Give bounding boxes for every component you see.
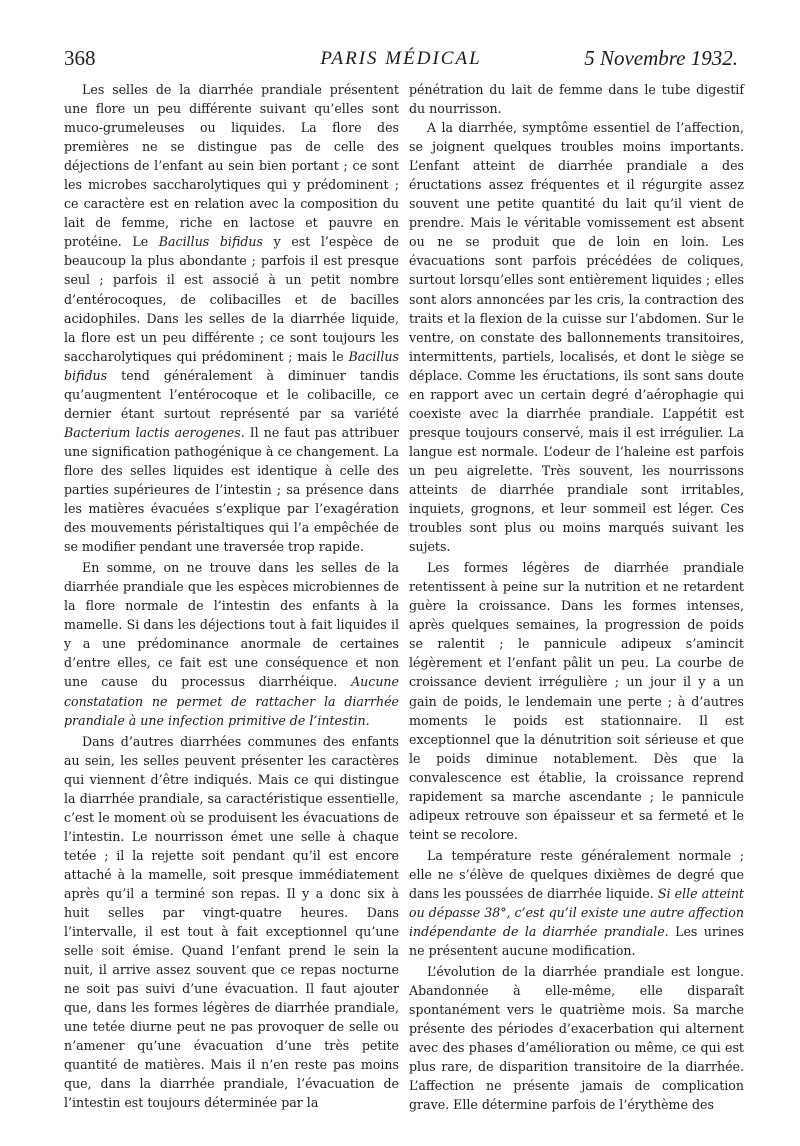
- text-run: y est l’espèce de beaucoup la plus abondante ; parfois il est presque seul ; parfois il est associé à un petit nombre d’entérocoques, de colibacilles et de bacilles acidophiles. Dans les selles de la diarrhée liquide, la flore est un peu différente ; ce sont toujours les saccharolytiques qui prédominent ; mais le: [64, 234, 399, 364]
- paragraph: [64, 732, 399, 1113]
- paragraph: [64, 558, 399, 729]
- text-run: Les selles de la diarrhée prandiale présentent une flore un peu différente suivant qu’elles sont muco-grumeleuses ou liquides. La flore des premières ne se distingue pas de celle des déjections de l’enfant au sein bien portant ; ce sont les microbes saccharolytiques qui y prédominent ; ce caractère est en relation avec la composition du lait de femme, riche en lactose et pauvre en protéine. Le: [64, 82, 399, 250]
- italic-run: Bacillus bifidus: [158, 234, 263, 250]
- text-run: tend généralement à diminuer tandis qu’augmentent l’entérocoque et le colibacille, ce dernier étant surtout représenté par sa variété: [64, 367, 399, 421]
- text-run: Dans d’autres diarrhées communes des enfants au sein, les selles peuvent présenter les caractères qui viennent d’être indiqués. Mais ce qui distingue la diarrhée prandiale, sa caractéristique essentielle, c’est le moment où se produisent les évacuations de l’intestin. Le nourrisson émet une selle à chaque tetée ; il la rejette soit pendant qu’il est encore attaché à la mamelle, soit presque immédiatement après qu’il a terminé son repas. Il y a donc six à huit selles par vingt-quatre heures. Dans l’intervalle, il est tout à fait exceptionnel qu’une selle soit émise. Quand l’enfant prend le sein la nuit, il arrive assez souvent que ce repas nocturne ne soit pas suivi d’une évacuation. Il faut ajouter que, dans les formes légères de diarrhée prandiale, une tetée diurne peut ne pas provoquer de selle ou n’amener qu’une évacuation d’une très petite quantité de matières. Mais il n’en reste pas moins que, dans la diarrhée prandiale, l’évacuation de l’intestin est toujours déterminée par la: [64, 733, 399, 1111]
- paragraph: [409, 846, 744, 960]
- issue-date: 5 Novembre 1932.: [584, 46, 738, 70]
- paragraph: [409, 962, 744, 1114]
- text-run: pénétration du lait de femme dans le tube digestif du nourrisson.: [409, 82, 744, 117]
- italic-run: Bacillus bifidus: [64, 348, 399, 383]
- italic-run: Aucune constatation ne permet de rattacher la diarrhée prandiale à une infection primitive de l’intestin.: [64, 674, 399, 728]
- italic-run: Si elle atteint ou dépasse 38°, c’est qu’il existe une autre affection indépendante de la diarrhée prandiale.: [409, 885, 744, 940]
- page-number: 368: [64, 46, 96, 70]
- text-run: Les urines ne présentent aucune modification.: [409, 924, 744, 959]
- text-run: Les formes légères de diarrhée prandiale retentissent à peine sur la nutrition et ne retardent guère la croissance. Dans les formes intenses, après quelques semaines, la progression de poids se ralentit ; le pannicule adipeux s’amincit légèrement et l’enfant pâlit un peu. La courbe de croissance devient irrégulière ; un jour il y a un gain de poids, le lendemain une perte ; à d’autres moments le poids est stationnaire. Il est exceptionnel que la dénutrition soit sérieuse et que le poids diminue notablement. Dès que la convalescence est établie, la croissance reprend rapidement sa marche ascendante ; le pannicule adipeux retrouve son épaisseur et sa fermeté et le teint se recolore.: [409, 560, 744, 842]
- text-run: A la diarrhée, symptôme essentiel de l’affection, se joignent quelques troubles moins importants. L’enfant atteint de diarrhée prandiale a des éructations assez fréquentes et il régurgite assez souvent une petite quantité du lait qu’il vient de prendre. Mais le véritable vomissement est absent ou ne se produit que de loin en loin. Les évacuations sont parfois précédées de coliques, surtout lorsqu’elles sont entièrement liquides ; elles sont alors annoncées par les cris, la contraction des traits et la flexion de la cuisse sur l’abdomen. Sur le ventre, on constate des ballonnements transitoires, intermittents, partiels, localisés, et dont le siège se déplace. Comme les éructations, ils sont sans doute en rapport avec un certain degré d’aérophagie qui coexiste avec la diarrhée prandiale. L’appétit est presque toujours conservé, mais il est irrégulier. La langue est normale. L’odeur de l’haleine est parfois un peu aigrelette. Très souvent, les nourrissons atteints de diarrhée prandiale sont irritables, inquiets, grognons, et leur sommeil est léger. Ces troubles sont plus ou moins marqués suivant les sujets.: [409, 120, 744, 555]
- paragraph-continued: [409, 80, 744, 118]
- left-column: [64, 80, 399, 1113]
- right-column: [409, 80, 744, 1115]
- text-run: L’évolution de la diarrhée prandiale est longue. Abandonnée à elle-même, elle disparaît spontanément vers le quatrième mois. Sa marche présente des périodes d’exacerbation qui alternent avec des phases d’amélioration ou même, ce qui est plus rare, de disparition transitoire de la diarrhée. L’affection ne présente jamais de complication grave. Elle détermine parfois de l’érythème des: [409, 964, 744, 1113]
- paragraph: [64, 80, 399, 556]
- paragraph: [409, 118, 744, 556]
- text-run: La température reste généralement normale ; elle ne s’élève de quelques dixièmes de degré que dans les poussées de diarrhée liquide.: [409, 847, 744, 901]
- paragraph: [409, 558, 744, 844]
- running-header: [64, 44, 738, 78]
- italic-run: Bacterium lactis aerogenes.: [64, 424, 245, 440]
- journal-title: PARIS MÉDICAL: [320, 48, 482, 69]
- text-run: Il ne faut pas attribuer une signification pathogénique à ce changement. La flore des selles liquides est identique à celle des parties supérieures de l’intestin ; sa présence dans les matières évacuées s’explique par l’exagération des mouvements péristaltiques qui l’a empêchée de se modifier pendant une traversée trop rapide.: [64, 424, 400, 555]
- text-run: En somme, on ne trouve dans les selles de la diarrhée prandiale que les espèces microbiennes de la flore normale de l’intestin des enfants à la mamelle. Si dans les déjections tout à fait liquides il y a une prédominance anormale de certaines d’entre elles, ce fait est une conséquence et non une cause du processus diarrhéique.: [64, 560, 399, 690]
